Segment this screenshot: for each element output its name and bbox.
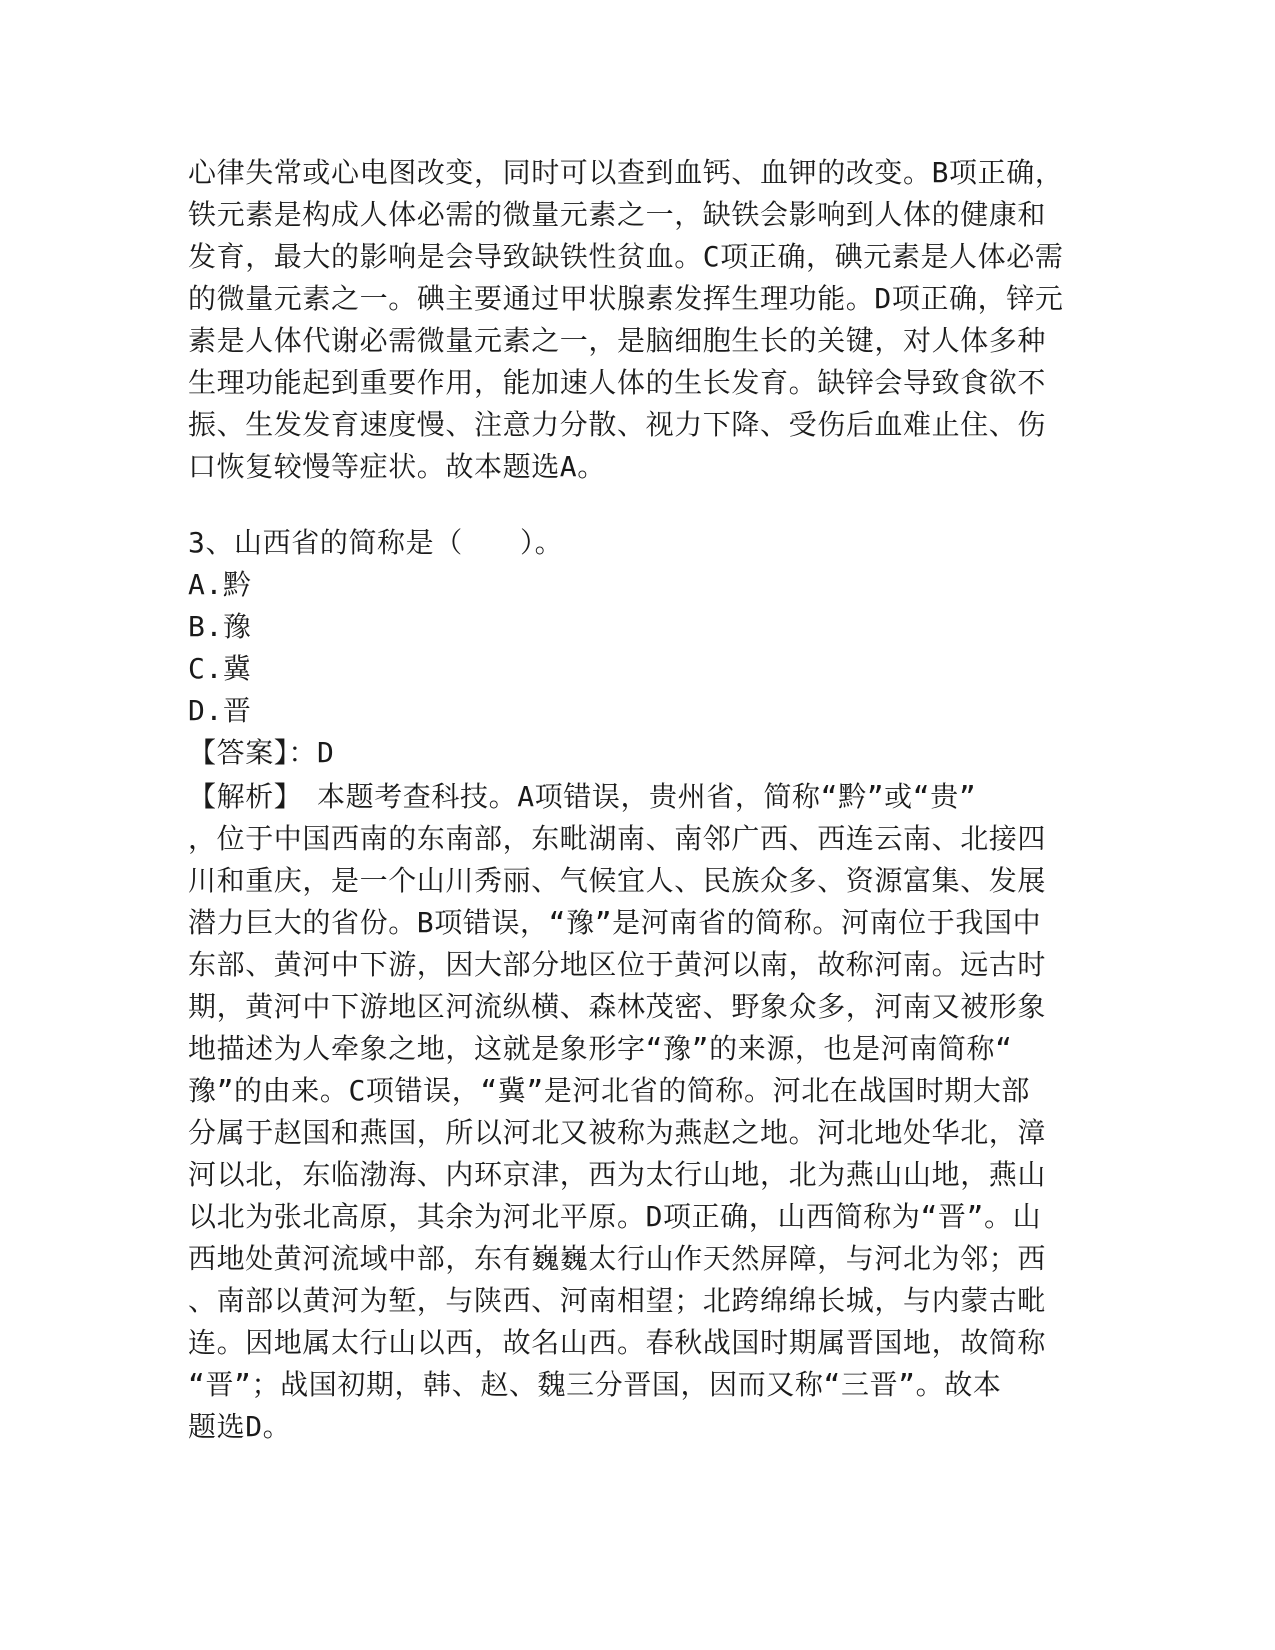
text-line: 东部、黄河中下游，因大部分地区位于黄河以南，故称河南。远古时 bbox=[188, 948, 1047, 981]
question-stem: 3、山西省的简称是（ ）。 bbox=[188, 526, 564, 559]
text-line: 的微量元素之一。碘主要通过甲状腺素发挥生理功能。D项正确，锌元 bbox=[188, 282, 1064, 315]
option-a: A.黔 bbox=[188, 568, 252, 601]
text-line: 生理功能起到重要作用，能加速人体的生长发育。缺锌会导致食欲不 bbox=[188, 366, 1047, 399]
answer-explanation bbox=[188, 776, 1088, 1448]
text-line: 以北为张北高原，其余为河北平原。D项正确，山西简称为“晋”。山 bbox=[188, 1200, 1042, 1233]
option-b: B.豫 bbox=[188, 610, 252, 643]
text-line: 地描述为人牵象之地，这就是象形字“豫”的来源，也是河南简称“ bbox=[188, 1032, 1013, 1065]
text-line: 、南部以黄河为堑，与陕西、河南相望；北跨绵绵长城，与内蒙古毗 bbox=[188, 1284, 1047, 1317]
text-line: 【解析】 本题考查科技。A项错误，贵州省，简称“黔”或“贵” bbox=[188, 780, 977, 813]
text-line: 心律失常或心电图改变，同时可以查到血钙、血钾的改变。B项正确， bbox=[188, 156, 1064, 189]
text-line: 豫”的由来。C项错误，“冀”是河北省的简称。河北在战国时期大部 bbox=[188, 1074, 1031, 1107]
text-line: 连。因地属太行山以西，故名山西。春秋战国时期属晋国地，故简称 bbox=[188, 1326, 1047, 1359]
question-block bbox=[188, 522, 1088, 774]
text-line: 潜力巨大的省份。B项错误，“豫”是河南省的简称。河南位于我国中 bbox=[188, 906, 1042, 939]
option-d: D.晋 bbox=[188, 694, 252, 727]
text-line: 分属于赵国和燕国，所以河北又被称为燕赵之地。河北地处华北，漳 bbox=[188, 1116, 1047, 1149]
answer-line: 【答案】：D bbox=[188, 736, 335, 769]
text-line: 西地处黄河流域中部，东有巍巍太行山作天然屏障，与河北为邻；西 bbox=[188, 1242, 1047, 1275]
text-line: 川和重庆，是一个山川秀丽、气候宜人、民族众多、资源富集、发展 bbox=[188, 864, 1047, 897]
text-line: 发育，最大的影响是会导致缺铁性贫血。C项正确，碘元素是人体必需 bbox=[188, 240, 1064, 273]
text-line: 题选D。 bbox=[188, 1410, 292, 1443]
text-line: ，位于中国西南的东南部，东毗湖南、南邻广西、西连云南、北接四 bbox=[188, 822, 1047, 855]
option-c: C.冀 bbox=[188, 652, 252, 685]
text-line: 素是人体代谢必需微量元素之一，是脑细胞生长的关键，对人体多种 bbox=[188, 324, 1047, 357]
text-line: 铁元素是构成人体必需的微量元素之一，缺铁会影响到人体的健康和 bbox=[188, 198, 1047, 231]
text-line: “晋”；战国初期，韩、赵、魏三分晋国，因而又称“三晋”。故本 bbox=[188, 1368, 1002, 1401]
text-line: 口恢复较慢等症状。故本题选A。 bbox=[188, 450, 606, 483]
text-line: 振、生发发育速度慢、注意力分散、视力下降、受伤后血难止住、伤 bbox=[188, 408, 1047, 441]
previous-explanation bbox=[188, 152, 1088, 488]
text-line: 河以北，东临渤海、内环京津，西为太行山地，北为燕山山地，燕山 bbox=[188, 1158, 1047, 1191]
text-line: 期，黄河中下游地区河流纵横、森林茂密、野象众多，河南又被形象 bbox=[188, 990, 1047, 1023]
